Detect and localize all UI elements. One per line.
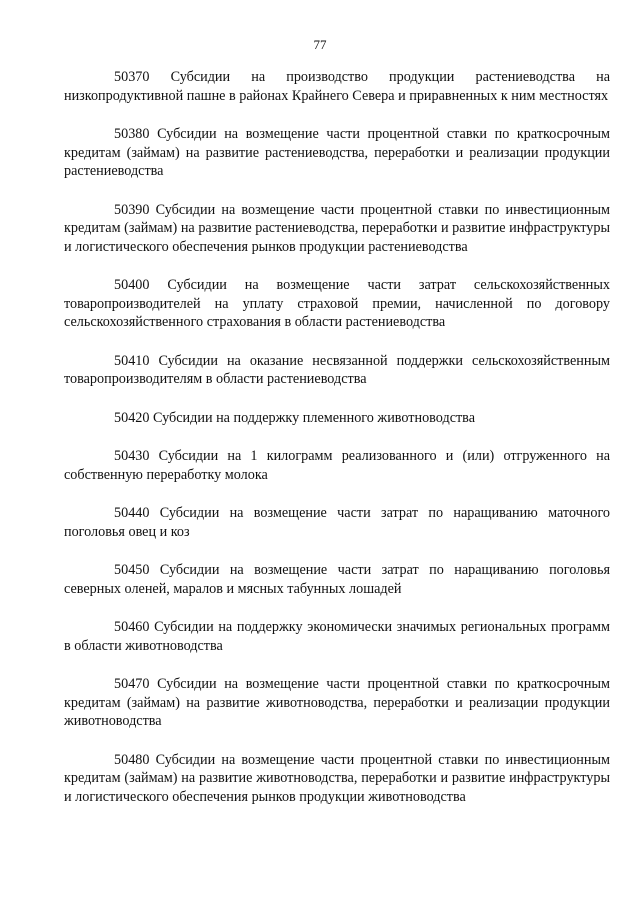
paragraph-text: Субсидии на возмещение части затрат сельскохозяйственных товаропроизводителей на уплату страховой премии, начисленной по договору сельскохозяйственного страхования в области растениеводства	[64, 277, 611, 330]
paragraph	[64, 276, 610, 332]
paragraph	[64, 409, 610, 428]
paragraph	[64, 68, 610, 105]
paragraph	[64, 125, 610, 181]
budget-code: 50470	[114, 676, 150, 692]
budget-code: 50460	[114, 619, 150, 635]
document-body	[64, 68, 610, 826]
paragraph	[64, 352, 610, 389]
paragraph	[64, 675, 610, 731]
budget-code: 50420	[114, 409, 150, 426]
paragraph-text: Субсидии на оказание несвязанной поддержки сельскохозяйственным товаропроизводителям в области растениеводства	[64, 352, 610, 387]
budget-code: 50380	[114, 126, 150, 142]
paragraph-text: Субсидии на 1 килограмм реализованного и (или) отгруженного на собственную переработку молока	[64, 448, 611, 483]
budget-code: 50400	[114, 277, 150, 293]
paragraph-text: Субсидии на возмещение части затрат по наращиванию поголовья северных оленей, маралов и мясных табунных лошадей	[64, 562, 610, 597]
paragraph-text: Субсидии на поддержку племенного животноводства	[153, 409, 475, 426]
paragraph-text: Субсидии на возмещение части процентной ставки по краткосрочным кредитам (займам) на развитие животноводства, переработки и реализации продукции животноводства	[64, 676, 611, 729]
page-number: 77	[313, 37, 327, 52]
paragraph	[64, 447, 610, 484]
budget-code: 50480	[114, 751, 150, 768]
budget-code: 50440	[114, 505, 150, 521]
paragraph	[64, 618, 610, 655]
paragraph	[64, 751, 610, 807]
paragraph	[64, 201, 610, 257]
paragraph-text: Субсидии на поддержку экономически значимых региональных программ в области животноводства	[64, 619, 611, 654]
paragraph-text: Субсидии на возмещение части процентной ставки по инвестиционным кредитам (займам) на развитие растениеводства, переработки и развитие инфраструктуры и логистического обеспечения рынков продукции растениеводства	[64, 201, 610, 255]
budget-code: 50370	[114, 69, 150, 85]
paragraph	[64, 561, 610, 598]
paragraph-text: Субсидии на возмещение части процентной ставки по инвестиционным кредитам (займам) на развитие животноводства, переработки и развитие инфраструктуры и логистического обеспечения рынков продукции животноводства	[64, 751, 610, 805]
paragraph-text: Субсидии на возмещение части затрат по наращиванию маточного поголовья овец и коз	[64, 505, 610, 540]
paragraph-text: Субсидии на производство продукции растениеводства на низкопродуктивной пашне в районах Крайнего Севера и приравненных к ним местностях	[64, 69, 610, 104]
budget-code: 50410	[114, 352, 150, 369]
budget-code: 50450	[114, 562, 150, 578]
paragraph-text: Субсидии на возмещение части процентной ставки по краткосрочным кредитам (займам) на развитие растениеводства, переработки и реализации продукции растениеводства	[64, 126, 611, 179]
paragraph	[64, 504, 610, 541]
budget-code: 50430	[114, 448, 150, 464]
budget-code: 50390	[114, 201, 150, 218]
